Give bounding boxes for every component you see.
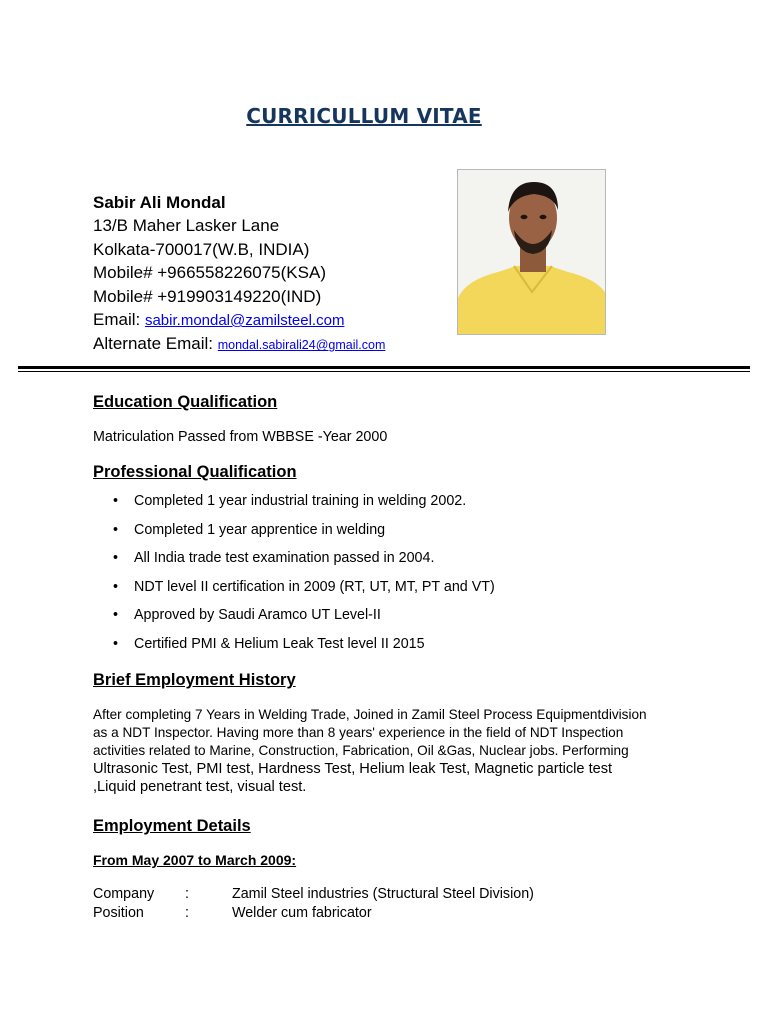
bullet-icon: • [113, 550, 119, 567]
list-item: • Completed 1 year industrial training in welding 2002. [93, 490, 495, 519]
history-line: as a NDT Inspector. Having more than 8 years' experience in the field of NDT Inspection [93, 725, 624, 740]
history-heading: Brief Employment History [93, 671, 296, 689]
employment-period: From May 2007 to March 2009: [93, 852, 297, 868]
list-item: • Completed 1 year apprentice in welding [93, 519, 495, 548]
company-value: Zamil Steel industries (Structural Steel Division) [232, 886, 534, 902]
list-item: • NDT level II certification in 2009 (RT, UT, MT, PT and VT) [93, 576, 495, 605]
email-label: Email: [93, 310, 145, 330]
section-divider [18, 366, 750, 369]
mobile-ksa: Mobile# +966558226075(KSA) [93, 263, 326, 283]
history-paragraph [93, 706, 683, 796]
bullet-icon: • [113, 578, 119, 595]
history-line: Ultrasonic Test, PMI test, Hardness Test, Helium leak Test, Magnetic particle test [93, 761, 613, 777]
candidate-name: Sabir Ali Mondal [93, 193, 226, 212]
list-item: • All India trade test examination passed in 2004. [93, 547, 495, 576]
email-line [93, 308, 385, 332]
profile-photo [457, 169, 606, 335]
separator-colon: : [185, 905, 189, 921]
list-item: • Certified PMI & Helium Leak Test level II 2015 [93, 633, 495, 662]
position-label: Position [93, 905, 144, 921]
page-title: CURRICULLUM VITAE [246, 104, 482, 128]
contact-block [93, 191, 385, 358]
bullet-icon: • [113, 607, 119, 624]
alt-email-label: Alternate Email: [93, 334, 218, 354]
employment-heading: Employment Details [93, 817, 251, 835]
position-value: Welder cum fabricator [232, 905, 372, 921]
education-text: Matriculation Passed from WBBSE -Year 2000 [93, 429, 388, 445]
professional-list [93, 490, 495, 662]
portrait-image [458, 170, 606, 335]
alt-email-line [93, 332, 385, 357]
history-line: activities related to Marine, Construction, Fabrication, Oil &Gas, Nuclear jobs. Performing [93, 743, 629, 758]
address-line-1: 13/B Maher Lasker Lane [93, 216, 280, 236]
education-heading: Education Qualification [93, 393, 278, 411]
bullet-icon: • [113, 521, 119, 538]
bullet-icon: • [113, 493, 119, 509]
list-item: • Approved by Saudi Aramco UT Level-II [93, 604, 495, 633]
section-divider-thin [18, 371, 750, 372]
professional-heading: Professional Qualification [93, 463, 297, 481]
alt-email-link[interactable]: mondal.sabirali24@gmail.com [217, 338, 386, 353]
history-line: ,Liquid penetrant test, visual test. [93, 779, 307, 795]
email-link[interactable]: sabir.mondal@zamilsteel.com [144, 312, 345, 330]
bullet-icon: • [113, 635, 119, 652]
mobile-ind: Mobile# +919903149220(IND) [93, 286, 322, 306]
separator-colon: : [185, 886, 189, 902]
company-label: Company [93, 886, 155, 902]
address-line-2: Kolkata-700017(W.B, INDIA) [93, 239, 310, 259]
history-line: After completing 7 Years in Welding Trade, Joined in Zamil Steel Process Equipmentdivision [93, 707, 647, 722]
